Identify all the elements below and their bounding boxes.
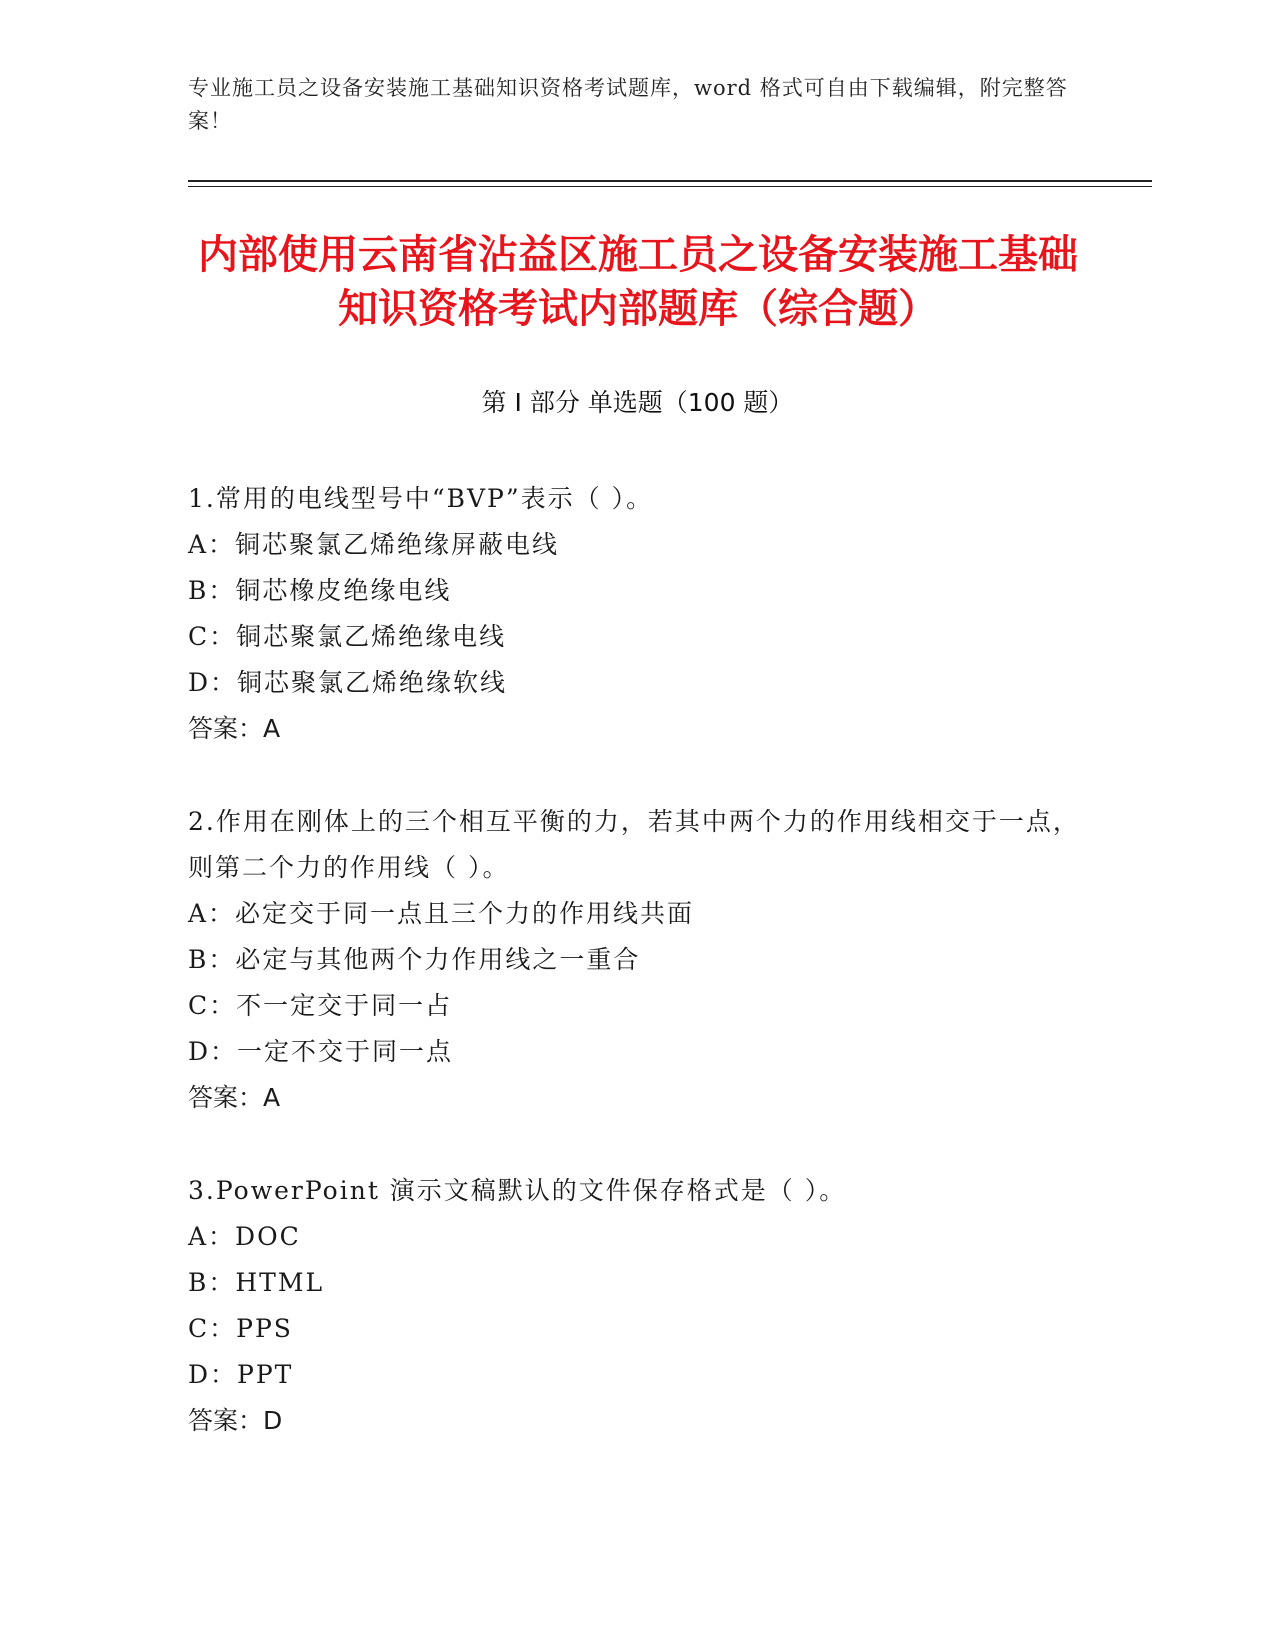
option-b: B：HTML (188, 1268, 325, 1297)
section-heading: 第 I 部分 单选题（100 题） (481, 388, 794, 417)
option-c: C：PPS (188, 1314, 293, 1343)
question-list (188, 476, 1088, 1491)
answer: 答案：A (188, 714, 281, 743)
option-d: D：铜芯聚氯乙烯绝缘软线 (188, 668, 508, 697)
question-2 (188, 799, 1088, 1121)
option-b: B：铜芯橡皮绝缘电线 (188, 576, 452, 605)
option-b: B：必定与其他两个力作用线之一重合 (188, 945, 641, 974)
question-1 (188, 476, 1088, 752)
option-a: A：必定交于同一点且三个力的作用线共面 (188, 899, 695, 928)
question-stem: 1.常用的电线型号中“BVP”表示（ ）。 (188, 484, 654, 513)
answer: 答案：A (188, 1083, 281, 1112)
header-rule-thin (188, 186, 1152, 187)
document-title: 内部使用云南省沾益区施工员之设备安装施工基础知识资格考试内部题库（综合题） (198, 232, 1078, 332)
option-a: A：DOC (188, 1222, 301, 1251)
option-a: A：铜芯聚氯乙烯绝缘屏蔽电线 (188, 530, 560, 559)
option-d: D：一定不交于同一点 (188, 1037, 454, 1066)
question-stem: 3.PowerPoint 演示文稿默认的文件保存格式是（ ）。 (188, 1176, 847, 1205)
answer: 答案：D (188, 1406, 283, 1435)
question-3 (188, 1168, 1088, 1444)
header-rule-thick (188, 180, 1152, 182)
option-d: D：PPT (188, 1360, 294, 1389)
question-stem: 2.作用在刚体上的三个相互平衡的力，若其中两个力的作用线相交于一点，则第二个力的作用线（ ）。 (188, 807, 1080, 882)
option-c: C：铜芯聚氯乙烯绝缘电线 (188, 622, 507, 651)
option-c: C：不一定交于同一占 (188, 991, 453, 1020)
header-note: 专业施工员之设备安装施工基础知识资格考试题库，word 格式可自由下载编辑，附完整答案！ (188, 76, 1068, 133)
